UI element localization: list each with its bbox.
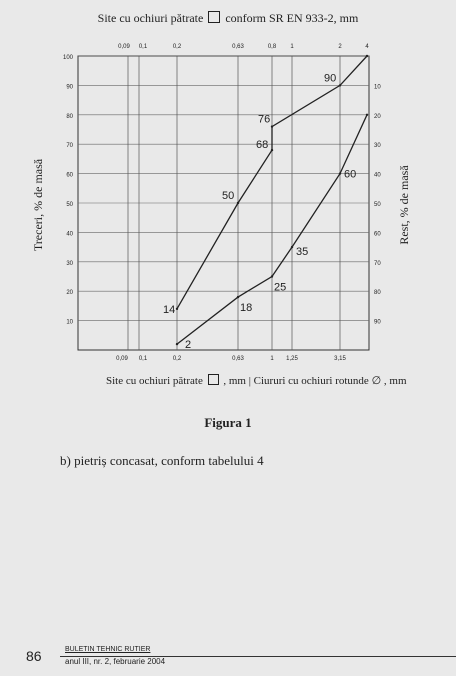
- right-tick-label: 80: [374, 290, 381, 297]
- left-tick-label: 40: [66, 231, 73, 238]
- bottom-tick-label: 1: [270, 356, 274, 362]
- data-label: 18: [240, 302, 253, 315]
- data-label: 25: [274, 281, 287, 294]
- top-tick-label: 0,8: [267, 44, 277, 50]
- data-label: 76: [258, 113, 271, 126]
- data-label: 68: [256, 139, 269, 152]
- left-tick-label: 50: [66, 202, 73, 208]
- data-point: [271, 149, 273, 151]
- data-point: [176, 343, 178, 345]
- data-point: [291, 246, 293, 248]
- publication-name: BULETIN TEHNIC RUTIER: [65, 646, 151, 653]
- chart-top-title-text: Site cu ochiuri pătrate: [97, 11, 204, 25]
- square-mesh-icon: [208, 374, 219, 385]
- round-mesh-icon: ∅: [371, 375, 382, 387]
- bottom-tick-label: 3,15: [334, 356, 346, 362]
- bottom-tick-label: 0,63: [232, 356, 244, 362]
- data-point: [271, 125, 273, 127]
- data-point: [339, 172, 341, 174]
- body-paragraph: b) pietriș concasat, conform tabelului 4: [60, 453, 264, 468]
- xlabel-right-suffix: , mm: [383, 375, 407, 387]
- left-tick-label: 100: [62, 55, 73, 61]
- top-tick-label: 0,1: [138, 44, 148, 50]
- bottom-tick-label: 0,1: [138, 356, 148, 362]
- data-point: [271, 275, 273, 277]
- left-tick-label: 80: [66, 113, 73, 120]
- data-label: 90: [324, 72, 337, 85]
- data-point: [366, 55, 368, 57]
- top-tick-label: 1: [290, 44, 294, 50]
- data-label: 35: [296, 246, 309, 259]
- data-point: [176, 308, 178, 310]
- left-tick-label: 10: [66, 319, 73, 326]
- right-tick-label: 20: [374, 113, 381, 120]
- chart-top-title-suffix: conform SR EN 933-2, mm: [225, 11, 359, 25]
- right-tick-label: 70: [374, 260, 381, 267]
- chart-bottom-caption: [106, 374, 407, 387]
- xlabel-unit: , mm | Ciururi cu ochiuri rotunde: [223, 375, 369, 387]
- left-tick-label: 30: [66, 260, 73, 267]
- xlabel-left: Site cu ochiuri pătrate: [106, 375, 203, 387]
- right-tick-label: 60: [374, 231, 381, 238]
- right-tick-label: 10: [374, 84, 381, 91]
- top-tick-label: 2: [338, 44, 342, 50]
- page-number: 86: [26, 648, 42, 664]
- bottom-tick-label: 0,09: [116, 356, 128, 362]
- y-axis-label-right: Rest, % de masă: [397, 165, 411, 245]
- top-tick-label: 4: [365, 44, 369, 50]
- bottom-tick-label: 0,2: [172, 356, 182, 362]
- data-point: [237, 296, 239, 298]
- right-tick-label: 40: [374, 172, 381, 179]
- data-label: 2: [185, 339, 192, 352]
- figure-caption: Figura 1: [204, 415, 252, 430]
- left-tick-label: 70: [66, 143, 73, 150]
- top-tick-label: 0,63: [232, 44, 244, 50]
- right-tick-label: 50: [374, 202, 381, 208]
- issue-info: anul III, nr. 2, februarie 2004: [65, 657, 166, 666]
- data-point: [339, 84, 341, 86]
- top-tick-label: 0,09: [118, 44, 130, 50]
- data-label: 50: [222, 190, 235, 202]
- right-tick-label: 30: [374, 143, 381, 150]
- left-tick-label: 60: [66, 172, 73, 179]
- data-point: [366, 114, 368, 116]
- right-tick-label: 90: [374, 319, 381, 326]
- left-tick-label: 90: [66, 84, 73, 91]
- top-tick-label: 0,2: [172, 44, 182, 50]
- left-tick-label: 20: [66, 290, 73, 297]
- data-label: 60: [344, 168, 357, 181]
- data-point: [237, 202, 239, 204]
- y-axis-label-left: Treceri, % de masă: [31, 158, 45, 252]
- data-label: 14: [163, 303, 176, 316]
- bottom-tick-label: 1,25: [286, 356, 298, 362]
